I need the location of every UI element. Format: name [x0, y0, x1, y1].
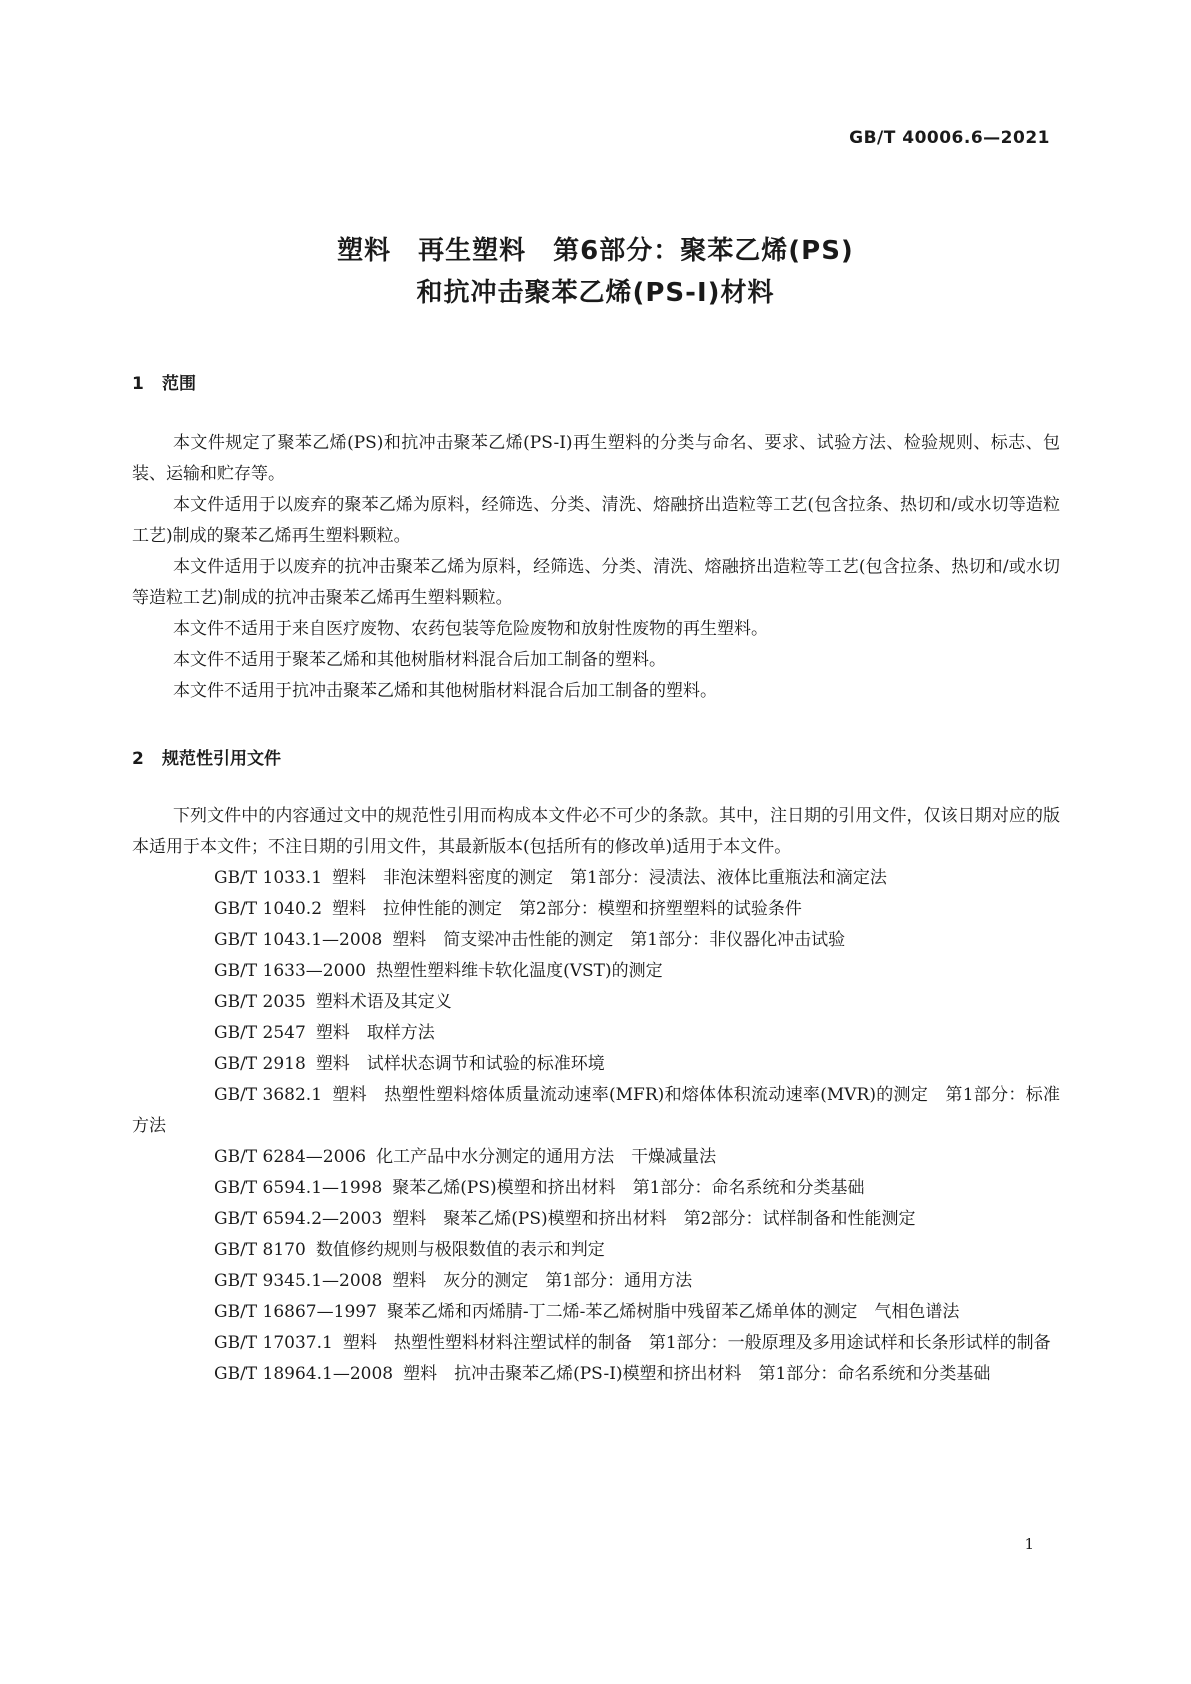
reference-item	[132, 925, 1060, 956]
reference-code: GB/T 2035	[214, 992, 306, 1012]
paragraph: 本文件不适用于聚苯乙烯和其他树脂材料混合后加工制备的塑料。	[173, 650, 666, 670]
document-title-line2: 和抗冲击聚苯乙烯(PS-I)材料	[416, 278, 775, 308]
reference-code: GB/T 6594.1—1998	[214, 1178, 383, 1198]
reference-title: 塑料 简支梁冲击性能的测定 第1部分：非仪器化冲击试验	[392, 930, 846, 950]
reference-item	[132, 1018, 1060, 1049]
reference-title: 塑料 试样状态调节和试验的标准环境	[315, 1054, 605, 1074]
standard-code: GB/T 40006.6—2021	[849, 128, 1050, 148]
references-intro: 下列文件中的内容通过文中的规范性引用而构成本文件必不可少的条款。其中，注日期的引用文件，仅该日期对应的版本适用于本文件；不注日期的引用文件，其最新版本(包括所有的修改单)适用于本文件。	[132, 806, 1060, 857]
paragraph: 本文件适用于以废弃的聚苯乙烯为原料，经筛选、分类、清洗、熔融挤出造粒等工艺(包含拉条、热切和/或水切等造粒工艺)制成的聚苯乙烯再生塑料颗粒。	[132, 495, 1060, 546]
reference-title: 塑料 热塑性塑料材料注塑试样的制备 第1部分：一般原理及多用途试样和长条形试样的制备	[342, 1333, 1051, 1353]
reference-title: 塑料术语及其定义	[315, 992, 452, 1012]
paragraph: 本文件适用于以废弃的抗冲击聚苯乙烯为原料，经筛选、分类、清洗、熔融挤出造粒等工艺(包含拉条、热切和/或水切等造粒工艺)制成的抗冲击聚苯乙烯再生塑料颗粒。	[132, 557, 1060, 608]
section-2-heading	[132, 744, 281, 769]
paragraph: 本文件不适用于来自医疗废物、农药包装等危险废物和放射性废物的再生塑料。	[173, 619, 768, 639]
section-title: 范围	[162, 374, 196, 394]
reference-title: 塑料 拉伸性能的测定 第2部分：模塑和挤塑塑料的试验条件	[332, 899, 802, 919]
paragraph: 本文件不适用于抗冲击聚苯乙烯和其他树脂材料混合后加工制备的塑料。	[173, 681, 717, 701]
section-number: 1	[132, 374, 144, 394]
reference-item	[132, 894, 1060, 925]
reference-item	[132, 1080, 1060, 1142]
reference-code: GB/T 2918	[214, 1054, 306, 1074]
reference-code: GB/T 16867—1997	[214, 1302, 377, 1322]
reference-title: 塑料 非泡沫塑料密度的测定 第1部分：浸渍法、液体比重瓶法和滴定法	[332, 868, 887, 888]
page-number: 1	[1024, 1535, 1034, 1553]
reference-item	[132, 956, 1060, 987]
section-1-heading	[132, 369, 196, 394]
reference-title: 塑料 灰分的测定 第1部分：通用方法	[392, 1271, 693, 1291]
reference-code: GB/T 1033.1	[214, 868, 323, 888]
reference-code: GB/T 9345.1—2008	[214, 1271, 383, 1291]
reference-code: GB/T 3682.1	[214, 1085, 323, 1105]
reference-code: GB/T 1040.2	[214, 899, 323, 919]
reference-title: 热塑性塑料维卡软化温度(VST)的测定	[376, 961, 663, 981]
reference-item	[132, 1359, 1060, 1390]
document-title-line1: 塑料 再生塑料 第6部分：聚苯乙烯(PS)	[337, 236, 854, 266]
reference-title: 塑料 聚苯乙烯(PS)模塑和挤出材料 第2部分：试样制备和性能测定	[392, 1209, 916, 1229]
section-title: 规范性引用文件	[162, 749, 281, 769]
reference-title: 聚苯乙烯和丙烯腈-丁二烯-苯乙烯树脂中残留苯乙烯单体的测定 气相色谱法	[386, 1302, 960, 1322]
reference-code: GB/T 2547	[214, 1023, 306, 1043]
reference-item	[132, 987, 1060, 1018]
reference-item	[132, 863, 1060, 894]
reference-code: GB/T 8170	[214, 1240, 306, 1260]
reference-item	[132, 1266, 1060, 1297]
reference-item	[132, 1328, 1060, 1359]
scope-body	[132, 428, 1060, 707]
reference-item	[132, 1142, 1060, 1173]
reference-code: GB/T 17037.1	[214, 1333, 333, 1353]
reference-item	[132, 1049, 1060, 1080]
reference-title: 化工产品中水分测定的通用方法 干燥减量法	[376, 1147, 717, 1167]
reference-code: GB/T 6284—2006	[214, 1147, 367, 1167]
normative-references-body	[132, 801, 1060, 1390]
reference-item	[132, 1235, 1060, 1266]
reference-title: 聚苯乙烯(PS)模塑和挤出材料 第1部分：命名系统和分类基础	[392, 1178, 865, 1198]
reference-code: GB/T 6594.2—2003	[214, 1209, 383, 1229]
paragraph: 本文件规定了聚苯乙烯(PS)和抗冲击聚苯乙烯(PS-I)再生塑料的分类与命名、要求、试验方法、检验规则、标志、包装、运输和贮存等。	[132, 433, 1060, 484]
section-number: 2	[132, 749, 144, 769]
reference-title: 塑料 取样方法	[315, 1023, 435, 1043]
reference-item	[132, 1204, 1060, 1235]
reference-item	[132, 1297, 1060, 1328]
reference-code: GB/T 1043.1—2008	[214, 930, 383, 950]
reference-code: GB/T 18964.1—2008	[214, 1364, 394, 1384]
reference-code: GB/T 1633—2000	[214, 961, 367, 981]
reference-title: 数值修约规则与极限数值的表示和判定	[315, 1240, 605, 1260]
reference-title: 塑料 抗冲击聚苯乙烯(PS-I)模塑和挤出材料 第1部分：命名系统和分类基础	[403, 1364, 991, 1384]
reference-item	[132, 1173, 1060, 1204]
reference-title: 塑料 热塑性塑料熔体质量流动速率(MFR)和熔体体积流动速率(MVR)的测定 第1部分：标准方法	[132, 1085, 1060, 1136]
